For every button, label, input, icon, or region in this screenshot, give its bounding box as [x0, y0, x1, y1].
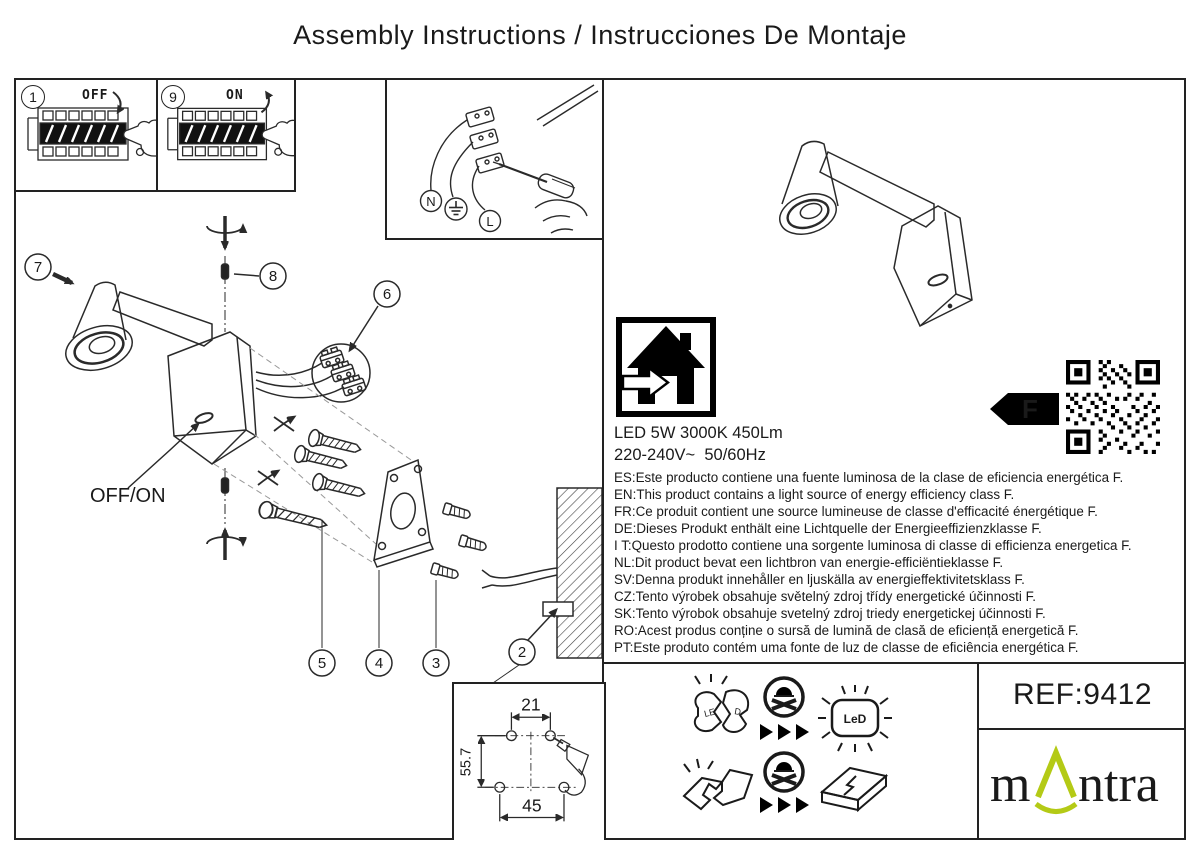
sheet-border	[14, 78, 1186, 840]
ref-box	[979, 662, 1186, 728]
lang-line-es: ES:Este producto contiene una fuente luminosa de la clase de eficiencia energética F.	[614, 470, 1124, 485]
svg-text:45: 45	[522, 795, 542, 816]
lang-line-de: DE:Dieses Produkt enthält eine Lichtquelle der Energieeffizienzklasse F.	[614, 521, 1042, 536]
lang-line-it: I T:Questo prodotto contiene una sorgente luminosa di classe di efficienza energetica F.	[614, 538, 1132, 553]
product-drawing	[742, 108, 1026, 340]
svg-text:3: 3	[431, 655, 441, 672]
wall-anchors	[430, 503, 487, 581]
broken-led-icon	[695, 674, 748, 732]
svg-text:4: 4	[374, 655, 384, 672]
step1-panel	[16, 80, 158, 190]
callouts	[25, 254, 535, 676]
breaker-off-label: OFF	[82, 88, 109, 103]
lamp-body-drawing	[61, 282, 256, 464]
breaker-steps-panel	[16, 80, 296, 192]
energy-class-arrow	[986, 390, 1062, 428]
arrows-icon	[760, 797, 809, 813]
screwdriver	[493, 162, 576, 200]
wall-section	[482, 488, 602, 658]
led-glow-icon	[818, 685, 892, 752]
svg-text:D: D	[733, 706, 742, 718]
svg-text:5: 5	[317, 655, 327, 672]
svg-text:6: 6	[382, 286, 392, 303]
top-screw-detail	[207, 216, 259, 332]
switch-label: OFF/ON	[90, 485, 166, 507]
svg-text:N: N	[426, 194, 436, 209]
svg-text:2: 2	[517, 644, 527, 661]
lang-line-sv: SV:Denna produkt innehåller en ljuskälla av energieffektivitetsklass F.	[614, 572, 1025, 587]
svg-text:m: m	[989, 756, 1030, 813]
driver-box-icon	[822, 768, 886, 810]
mantra-logo	[988, 743, 1178, 823]
lang-line-fr: FR:Ce produit contient une source lumineuse de classe d'efficacité énergétique F.	[614, 504, 1098, 519]
bottom-screw-detail	[207, 468, 243, 560]
indoor-use-icon	[615, 316, 717, 418]
hand	[535, 200, 587, 233]
brand-caret-icon	[1036, 753, 1076, 812]
svg-text:ntra: ntra	[1077, 756, 1159, 813]
broken-driver-icon	[684, 759, 752, 809]
drill-tool	[553, 738, 588, 795]
wiring-detail-panel	[385, 80, 604, 240]
drilling-template-panel	[452, 682, 606, 840]
mounting-bracket	[374, 460, 433, 567]
breaker-on-label: ON	[226, 88, 244, 103]
lang-line-cz: CZ:Tento výrobek obsahuje světelný zdroj třídy energetické účinnosti F.	[614, 589, 1037, 604]
replacement-icons-panel	[602, 664, 977, 838]
qr-code	[1066, 360, 1160, 454]
ref-number: REF:9412	[1012, 678, 1153, 711]
svg-text:LE: LE	[703, 706, 717, 719]
step-number: 1	[21, 85, 45, 109]
lang-line-pt: PT:Este produto contém uma fonte de luz de classe de eficiência energética F.	[614, 640, 1079, 655]
svg-text:21: 21	[521, 694, 541, 715]
callout-leaders	[53, 274, 556, 683]
earth-symbol	[449, 201, 463, 215]
power-specs: 220-240V~ 50/60Hz	[614, 446, 766, 464]
arrows-icon	[760, 724, 809, 740]
wiring-drawing	[387, 80, 602, 236]
svg-text:7: 7	[33, 259, 43, 276]
mounting-screws	[258, 417, 367, 533]
svg-text:F: F	[1022, 394, 1038, 424]
technician-icon	[765, 753, 803, 791]
lang-line-sk: SK:Tento výrobok obsahuje svetelný zdroj triedy energetickej účinnosti F.	[614, 606, 1046, 621]
lang-line-ro: RO:Acest produs conține o sursă de lumină de clasă de eficiență energetică F.	[614, 623, 1079, 638]
step-number: 9	[161, 85, 185, 109]
page-title: Assembly Instructions / Instrucciones De Montaje	[293, 20, 907, 50]
svg-text:LeD: LeD	[843, 712, 867, 726]
step9-panel	[156, 80, 294, 190]
led-specs: LED 5W 3000K 450Lm	[614, 424, 783, 442]
technician-icon	[765, 678, 803, 716]
svg-text:8: 8	[268, 268, 278, 285]
drilling-template-drawing	[454, 684, 600, 838]
brand-logo	[979, 728, 1186, 838]
svg-text:55.7: 55.7	[458, 747, 475, 777]
lang-line-en: EN:This product contains a light source of energy efficiency class F.	[614, 487, 1015, 502]
svg-text:L: L	[486, 214, 494, 229]
lang-line-nl: NL:Dit product bevat een lichtbron van energie-efficiëntieklasse F.	[614, 555, 1004, 570]
terminal-blocks-detail	[256, 306, 378, 402]
